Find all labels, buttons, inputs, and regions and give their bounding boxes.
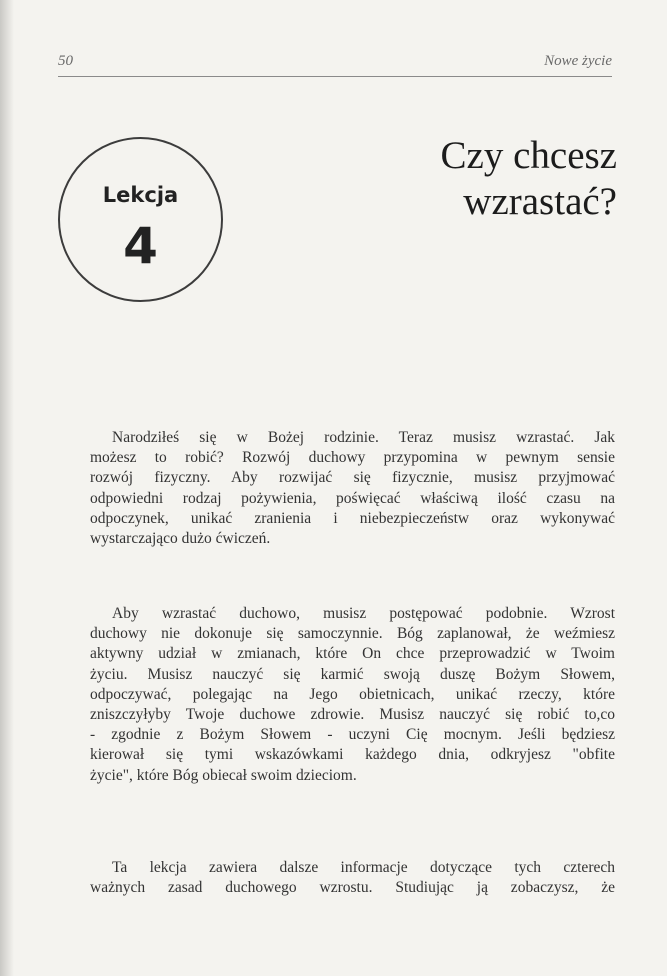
chapter-title bbox=[357, 133, 617, 225]
lesson-label: Lekcja bbox=[102, 183, 179, 207]
text-line: życiu. Musisz nauczyć się karmić swoją duszę Bożym Słowem, bbox=[90, 665, 615, 683]
text-line: duchowy nie dokonuje się samoczynnie. Bóg zaplanował, że weźmiesz bbox=[90, 625, 615, 643]
text-line: wystarczająco dużo ćwiczeń. bbox=[90, 530, 271, 548]
lesson-number: 4 bbox=[123, 217, 158, 275]
text-line: odpoczynek, unikać zranienia i niebezpieczeństw oraz wykonywać bbox=[90, 509, 615, 527]
text-line: kierował się tymi wskazówkami każdego dnia, odkryjesz "obfite bbox=[90, 746, 615, 764]
page-number: 50 bbox=[58, 53, 73, 69]
text-line: aktywny udział w zmianach, które On chce przeprowadzić w Twoim bbox=[90, 645, 615, 663]
chapter-title-line-2: wzrastać? bbox=[463, 180, 617, 223]
text-line: odpowiedni rodzaj pożywienia, poświęcać właściwą ilość czasu na bbox=[90, 489, 615, 507]
text-line: możesz to robić? Rozwój duchowy przypomina w pewnym sensie bbox=[90, 449, 615, 467]
text-line: rozwój fizyczny. Aby rozwijać się fizycznie, musisz przyjmować bbox=[90, 469, 615, 487]
text-line: Narodziłeś się w Bożej rodzinie. Teraz musisz wzrastać. Jak bbox=[112, 429, 615, 446]
paragraph-2 bbox=[90, 604, 615, 786]
text-line: odpoczywać, polegając na Jego obietnicach, unikać rzeczy, które bbox=[90, 685, 615, 703]
text-line: ważnych zasad duchowego wzrostu. Studiując ją zobaczysz, że bbox=[90, 879, 615, 897]
page-binding-shadow bbox=[0, 0, 14, 976]
lesson-badge bbox=[58, 137, 223, 302]
paragraph-1 bbox=[90, 428, 615, 549]
text-line: życie", które Bóg obiecał swoim dzieciom. bbox=[90, 766, 357, 784]
text-line: zniszczyłyby Twoje duchowe zdrowie. Musisz nauczyć się robić to,co bbox=[90, 706, 615, 724]
paragraph-3 bbox=[90, 858, 615, 898]
text-line: Aby wzrastać duchowo, musisz postępować podobnie. Wzrost bbox=[112, 605, 615, 622]
running-title: Nowe życie bbox=[544, 53, 612, 69]
running-header bbox=[58, 50, 612, 77]
text-line: - zgodnie z Bożym Słowem - uczyni Cię mocnym. Jeśli będziesz bbox=[90, 726, 615, 744]
chapter-title-line-1: Czy chcesz bbox=[440, 134, 617, 177]
text-line: Ta lekcja zawiera dalsze informacje dotyczące tych czterech bbox=[112, 859, 615, 876]
